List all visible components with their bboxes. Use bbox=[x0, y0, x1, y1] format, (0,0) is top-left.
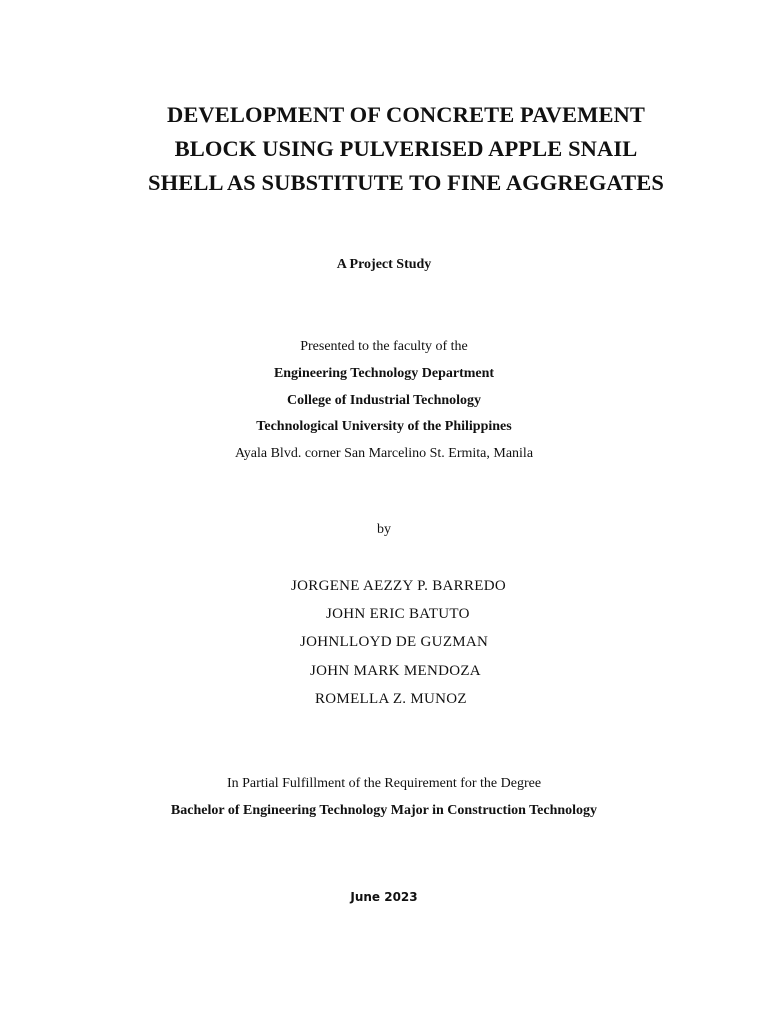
university-name: Technological University of the Philippines bbox=[256, 419, 512, 434]
author-name: JOHN MARK MENDOZA bbox=[310, 663, 481, 679]
submission-date: June 2023 bbox=[350, 890, 418, 904]
author-name: JOHNLLOYD DE GUZMAN bbox=[300, 634, 489, 650]
department-name: Engineering Technology Department bbox=[273, 366, 495, 381]
title-line: BLOCK USING PULVERISED APPLE SNAIL bbox=[174, 136, 638, 161]
author-name: JORGENE AEZZY P. BARREDO bbox=[291, 578, 506, 594]
author-name: JOHN ERIC BATUTO bbox=[326, 606, 470, 622]
college-name: College of Industrial Technology bbox=[286, 393, 482, 408]
fulfillment-text: In Partial Fulfillment of the Requirement for the Degree bbox=[226, 776, 542, 791]
university-address: Ayala Blvd. corner San Marcelino St. Ermita, Manila bbox=[234, 446, 534, 461]
title-line: SHELL AS SUBSTITUTE TO FINE AGGREGATES bbox=[148, 170, 664, 195]
presented-to-text: Presented to the faculty of the bbox=[300, 339, 468, 354]
document-title bbox=[120, 98, 692, 200]
degree-name: Bachelor of Engineering Technology Major in Construction Technology bbox=[170, 803, 598, 818]
by-text: by bbox=[377, 522, 391, 537]
study-type: A Project Study bbox=[336, 257, 432, 272]
author-name: ROMELLA Z. MUNOZ bbox=[315, 691, 467, 707]
title-line: DEVELOPMENT OF CONCRETE PAVEMENT bbox=[166, 102, 646, 127]
